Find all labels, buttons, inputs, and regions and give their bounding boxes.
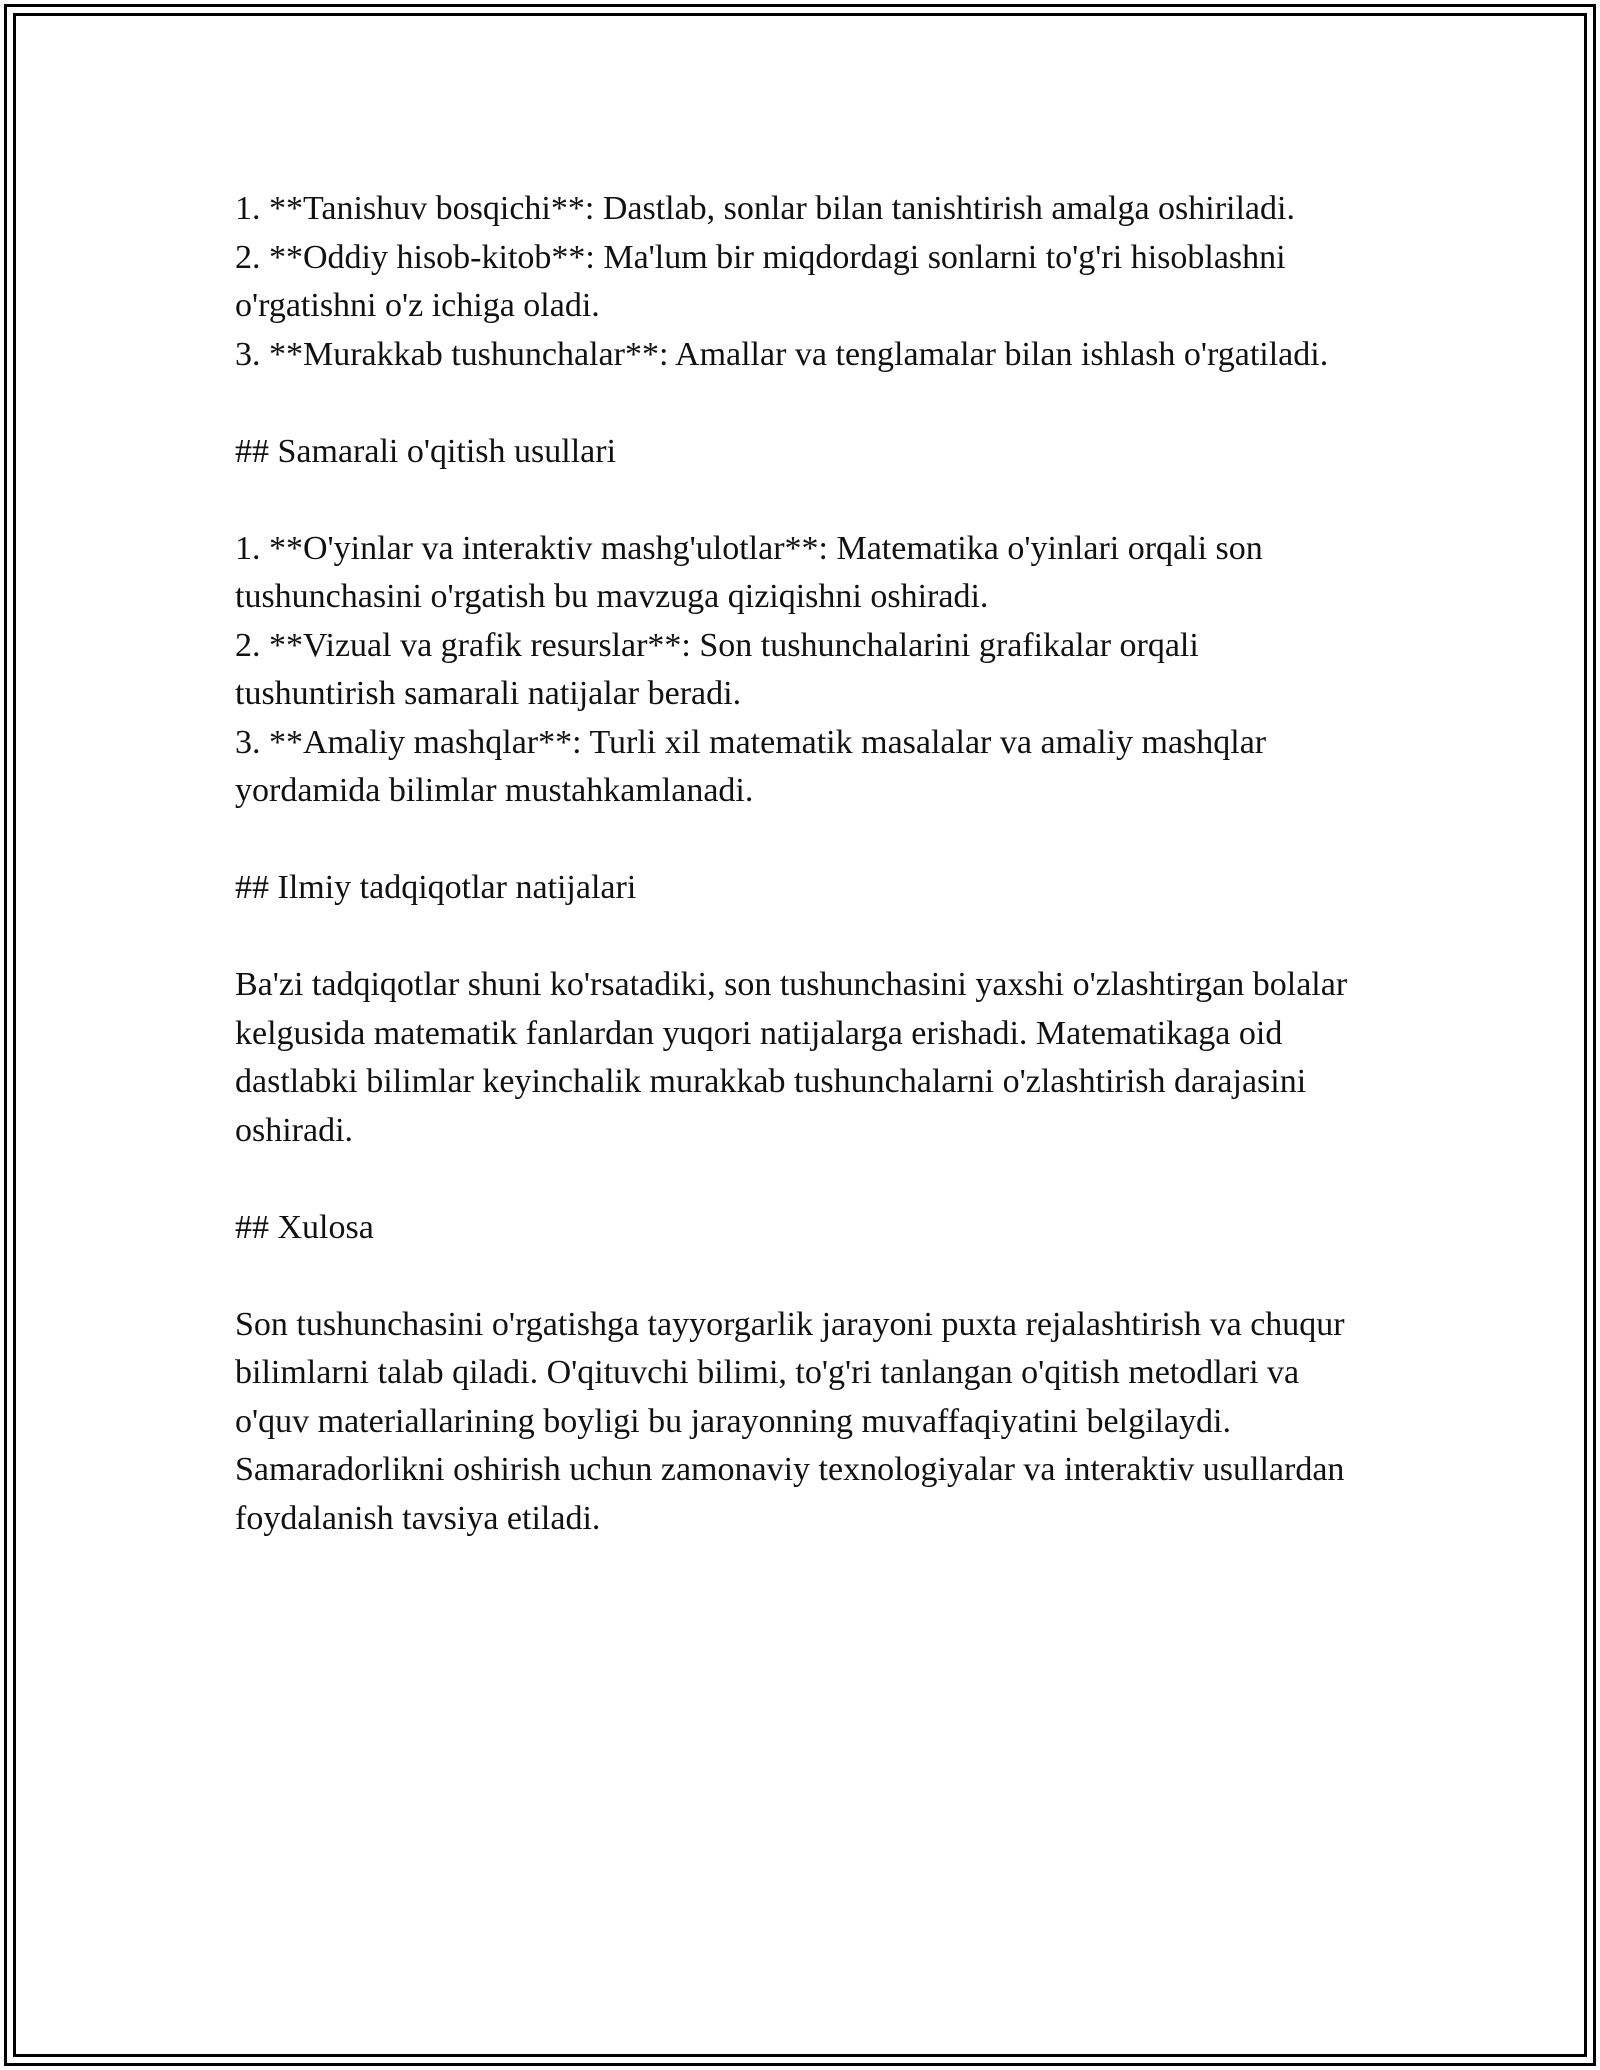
conclusion-paragraph: Son tushunchasini o'rgatishga tayyorgarlik jarayoni puxta rejalashtirish va chuqur bilimlarni talab qiladi. O'qituvchi bilimi, to'g'ri tanlangan o'qitish metodlari va o'quv materiallarining boyligi bu jarayonning muvaffaqiyatini belgilaydi. Samaradorlikni oshirish uchun zamonaviy texnologiyalar va interaktiv usullardan foydalanish tavsiya etiladi. <box>235 1305 1345 1537</box>
spacer <box>235 1155 1365 1204</box>
section-heading-research: ## Ilmiy tadqiqotlar natijalari <box>235 869 637 906</box>
section-heading-conclusion: ## Xulosa <box>235 1208 374 1246</box>
list-item: 2. **Vizual va grafik resurslar**: Son tushunchalarini grafikalar orqali tushuntirish samarali natijalar beradi. <box>235 626 1199 712</box>
section-heading-methods: ## Samarali o'qitish usullari <box>235 432 617 470</box>
spacer <box>235 379 1365 428</box>
spacer <box>235 1252 1365 1301</box>
list-item: 1. **O'yinlar va interaktiv mashg'ulotlar**: Matematika o'yinlari orqali son tushunchasini o'rgatish bu mavzuga qiziqishni oshiradi. <box>235 529 1263 615</box>
list-item: 2. **Oddiy hisob-kitob**: Ma'lum bir miqdordagi sonlarni to'g'ri hisoblashni o'rgatishni o'z ichiga oladi. <box>235 238 1286 324</box>
document-body <box>235 185 1365 1543</box>
spacer <box>235 913 1365 962</box>
list-item: 3. **Murakkab tushunchalar**: Amallar va tenglamalar bilan ishlash o'rgatiladi. <box>235 335 1329 373</box>
list-item: 1. **Tanishuv bosqichi**: Dastlab, sonlar bilan tanishtirish amalga oshiriladi. <box>235 190 1295 227</box>
list-item: 3. **Amaliy mashqlar**: Turli xil matematik masalalar va amaliy mashqlar yordamida bilimlar mustahkamlanadi. <box>235 723 1267 809</box>
research-paragraph: Ba'zi tadqiqotlar shuni ko'rsatadiki, son tushunchasini yaxshi o'zlashtirgan bolalar kelgusida matematik fanlardan yuqori natijalarga erishadi. Matematikaga oid dastlabki bilimlar keyinchalik murakkab tushunchalarni o'zlashtirish darajasini oshiradi. <box>235 966 1348 1149</box>
spacer <box>235 476 1365 525</box>
spacer <box>235 816 1365 865</box>
